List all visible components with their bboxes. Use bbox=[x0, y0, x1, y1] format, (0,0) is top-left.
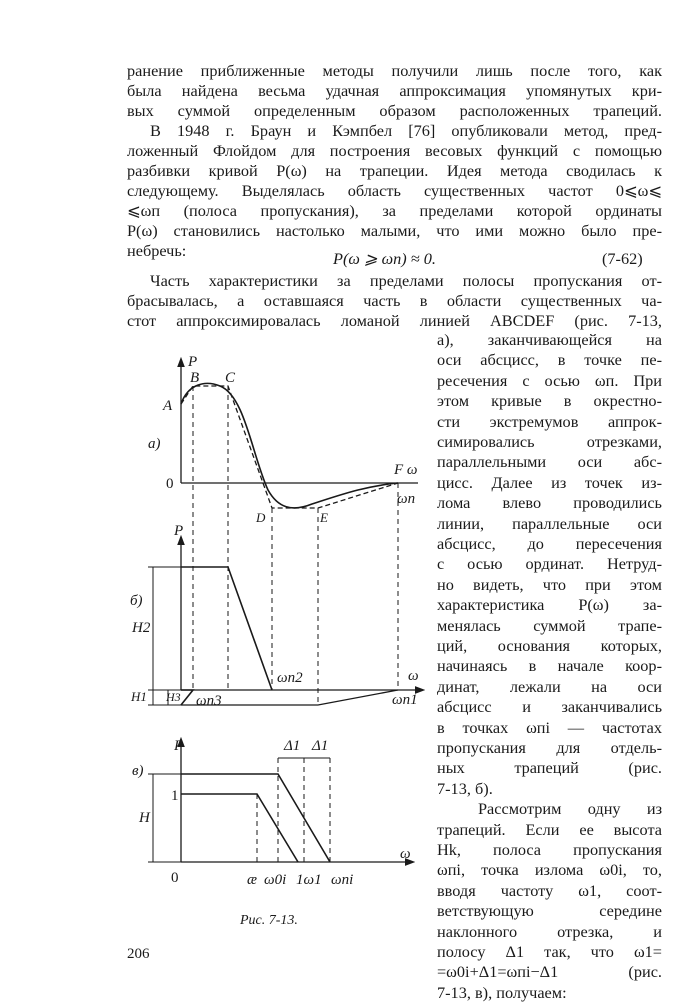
trapezoid-lower bbox=[181, 690, 398, 705]
right-column-line: сти экстремумов аппрок- bbox=[437, 411, 662, 431]
point-d-label: D bbox=[256, 510, 266, 525]
delta-label-2: Δ1 bbox=[312, 738, 329, 754]
right-column-line: характеристика P(ω) за- bbox=[437, 595, 662, 615]
right-column-line: пропускания для отдель- bbox=[437, 738, 662, 757]
text-line: стот аппроксимировалась ломаной линией ABCDEF (рис. 7-13, bbox=[127, 311, 662, 330]
text-line: ложенный Флойдом для построения весовых функций с помощью bbox=[127, 141, 662, 160]
right-column-line: ветствующую середине bbox=[437, 901, 662, 921]
panel-c-height: H bbox=[139, 810, 150, 826]
right-column-line: симировались отрезками, bbox=[437, 432, 662, 451]
panel-a-y-label: P bbox=[188, 354, 198, 370]
right-column-line: Hk, полоса пропускания bbox=[437, 840, 662, 859]
right-column-line: в точках ωпi — частотах bbox=[437, 717, 662, 737]
point-e-label: E bbox=[320, 510, 328, 525]
panel-c-origin: 0 bbox=[171, 870, 179, 886]
panel-a-cutoff-label: ωп bbox=[397, 491, 416, 507]
right-column-line: =ω0i+Δ1=ωпi−Δ1 (рис. bbox=[437, 962, 662, 982]
panel-c-label: в) bbox=[132, 763, 144, 779]
right-column-line: этом кривые в окрестно- bbox=[437, 391, 662, 411]
cutoff-wn1-label: ωп1 bbox=[392, 692, 418, 708]
panel-b-label: б) bbox=[130, 593, 143, 609]
text-line: следующему. Выделялась область существенных частот 0⩽ω⩽ bbox=[127, 181, 662, 200]
text-line: брасывалась, а оставшаяся часть в области существенных ча- bbox=[127, 291, 662, 310]
text-line: P(ω) становились настолько малыми, что ими можно было пре- bbox=[127, 221, 662, 240]
right-column-line: с осью ординат. Нетруд- bbox=[437, 554, 662, 574]
text-line: вых суммой определенным образом расположенных трапеций. bbox=[127, 101, 662, 120]
text-line: ранение приближенные методы получили лишь после того, как bbox=[127, 61, 662, 80]
right-column-line: абсцисс и заканчивались bbox=[437, 697, 662, 717]
panel-c-level: 1 bbox=[171, 788, 179, 804]
tick-wni: ωпi bbox=[331, 872, 354, 888]
right-column-line: полосу Δ1 так, что ω1= bbox=[437, 942, 662, 961]
right-column-line: 7-13, в), получаем: bbox=[437, 982, 567, 1002]
height-h2-label: H2 bbox=[132, 620, 151, 636]
point-c-label: C bbox=[225, 370, 236, 386]
right-column-line: начинаясь в начале коор- bbox=[437, 656, 662, 676]
right-column-line: динат, лежали на оси bbox=[437, 676, 662, 696]
tick-w1: 1ω1 bbox=[296, 872, 322, 888]
panel-c-x-label: ω bbox=[400, 846, 411, 862]
right-column-line: наклонного отрезка, и bbox=[437, 921, 662, 941]
right-column-line: Рассмотрим одну из bbox=[478, 799, 662, 819]
delta-label-1: Δ1 bbox=[284, 738, 301, 754]
trapezoid-2 bbox=[181, 567, 272, 690]
tick-ae: æ bbox=[247, 872, 258, 888]
text-line: была найдена весьма удачная аппроксимация упомянутых кри- bbox=[127, 81, 662, 100]
panel-b-x-label: ω bbox=[408, 668, 419, 684]
panel-a-curve bbox=[181, 383, 398, 507]
panel-c-y-label: P bbox=[174, 738, 184, 754]
trapezoid-1-3 bbox=[181, 690, 193, 705]
text-line: ⩽ωп (полоса пропускания), за пределами которой ординаты bbox=[127, 201, 662, 220]
right-column-line: вводя частоту ω1, соот- bbox=[437, 880, 662, 900]
right-column-line: линии, параллельные оси bbox=[437, 513, 662, 533]
right-column-line: цисс. Далее из точек из- bbox=[437, 472, 662, 492]
panel-a-x-label: F ω bbox=[394, 462, 418, 478]
equation-formula: P(ω ⩾ ωп) ≈ 0. bbox=[333, 249, 436, 268]
right-column-line: 7-13, б). bbox=[437, 778, 493, 798]
height-h1-label: H1 bbox=[131, 689, 147, 704]
right-column-line: ных трапеций (рис. bbox=[437, 758, 662, 778]
height-h3-label: H3 bbox=[166, 690, 181, 704]
panel-c-trapezoid-outer bbox=[181, 774, 330, 862]
panel-a-polyline bbox=[181, 386, 398, 508]
text-line: Часть характеристики за пределами полосы пропускания от- bbox=[150, 271, 662, 290]
right-column-line: а), заканчивающейся на bbox=[437, 330, 662, 349]
panel-c-trapezoid-inner bbox=[181, 794, 298, 862]
right-column-line: трапеций. Если ее высота bbox=[437, 819, 662, 839]
cutoff-wn2-label: ωп2 bbox=[277, 670, 303, 686]
page-number: 206 bbox=[127, 946, 150, 962]
right-column-line: оси абсцисс, в точке пе- bbox=[437, 350, 662, 370]
equation-number: (7-62) bbox=[602, 249, 643, 268]
right-column-line: ций, основания которых, bbox=[437, 636, 662, 655]
right-column-line: лома влево проводились bbox=[437, 493, 662, 513]
right-column-line: но видеть, что при этом bbox=[437, 574, 662, 594]
panel-b-y-label: P bbox=[174, 523, 184, 539]
point-a-label: A bbox=[163, 398, 173, 414]
text-line: разбивки кривой P(ω) на трапеции. Идея метода сводилась к bbox=[127, 161, 662, 180]
panel-a-origin: 0 bbox=[166, 476, 174, 492]
figure-caption: Рис. 7-13. bbox=[240, 913, 298, 928]
text-line: В 1948 г. Браун и Кэмпбел [76] опубликовали метод, пред- bbox=[150, 121, 662, 140]
right-column-line: ωпi, точка излома ω0i, то, bbox=[437, 860, 662, 880]
text-line: небречь: bbox=[127, 241, 187, 260]
right-column-line: абсцисс, до пересечения bbox=[437, 534, 662, 553]
right-column-line: ресечения с осью ωп. При bbox=[437, 370, 662, 390]
point-b-label: B bbox=[190, 370, 200, 386]
right-column-line: параллельными оси абс- bbox=[437, 452, 662, 472]
panel-a-label: а) bbox=[148, 436, 161, 452]
right-column-line: менялась суммой трапе- bbox=[437, 615, 662, 635]
tick-w0i: ω0i bbox=[264, 872, 287, 888]
cutoff-wn3-label: ωп3 bbox=[196, 693, 222, 709]
